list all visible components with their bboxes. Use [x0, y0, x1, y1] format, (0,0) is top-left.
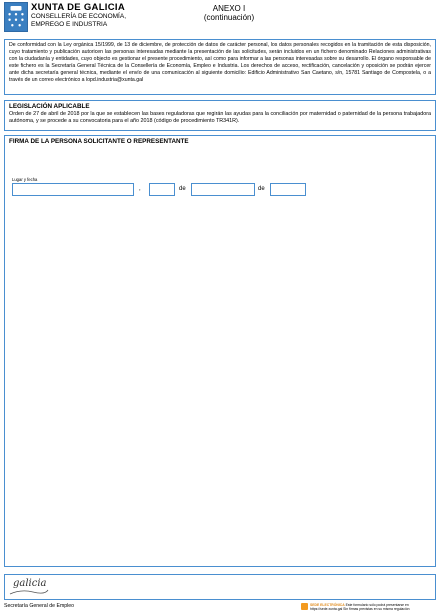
footer-logo-box — [4, 574, 436, 600]
footer-note — [310, 603, 410, 611]
department-line-2: EMPREGO E INDUSTRIA — [31, 21, 108, 28]
page-header — [4, 2, 436, 38]
legislation-section — [4, 100, 436, 131]
place-input[interactable] — [12, 183, 134, 196]
de-separator-1: de — [179, 186, 186, 192]
privacy-notice-section — [4, 39, 436, 95]
galicia-swoosh-icon — [9, 588, 49, 596]
privacy-notice-text: De conformidad con la Ley orgánica 15/1999, de 13 de diciembre, de protección de datos de carácter personal, los datos personales recogidos en la tramitación de esta disposición, cuyo tratamiento y publicación autoricen las personas interesadas mediante la presentación de las solicitudes, serán incluidos en un fichero denominado Relaciones administrativas con la ciudadanía y entidades, cuyo objecto es gestionar el presente procedimiento, así como para informar a las personas interesadas sobre su desarrollo. El órgano responsable de este fichero es la Secretaría General Técnica de la Consellería de Economía, Empleo e Industria. Los derechos de acceso, rectificación, cancelación y oposición se podrán ejercer ante dicha secretaría general técnica, mediante el envío de una comunicación al siguiente domicilio: Edificio Administrativo San Caetano, s/n, 15781 Santiago de Compostela, o a través de un correo electrónico a lopd.industria@xunta.gal — [9, 42, 431, 84]
day-input[interactable] — [149, 183, 175, 196]
annex-heading — [194, 4, 264, 22]
signature-title: FIRMA DE LA PERSONA SOLICITANTE O REPRESENTANTE — [9, 138, 189, 145]
footer-note-line2: https://sede.xunta.gal Sin firmas previstas en su misma regulación — [310, 607, 410, 612]
month-input[interactable] — [191, 183, 255, 196]
footer-note-line1: Este formulario sólo podrá presentarse en — [345, 603, 409, 607]
comma-separator: , — [139, 186, 141, 192]
xunta-logo-icon — [4, 2, 28, 32]
sede-electronica-icon — [301, 603, 308, 610]
footer-department: Secretaría General de Empleo — [4, 603, 75, 609]
org-name: XUNTA DE GALICIA — [31, 2, 125, 13]
year-input[interactable] — [270, 183, 306, 196]
annex-title: ANEXO I — [212, 4, 246, 13]
galicia-logo: galicia — [13, 578, 47, 589]
place-date-label: Lugar y fecha — [12, 177, 38, 182]
de-separator-2: de — [258, 186, 265, 192]
legislation-title: LEGISLACIÓN APLICABLE — [9, 103, 90, 110]
annex-subtitle: (continuación) — [203, 13, 255, 22]
sede-label: SEDE ELECTRÓNICA — [310, 603, 345, 607]
department-line-1: CONSELLERÍA DE ECONOMÍA, — [31, 13, 126, 20]
legislation-text: Orden de 27 de abril de 2018 por la que se establecen las bases reguladoras que regirán las ayudas para la conciliación por maternidad o paternidad de la persona trabajadora autónoma, y se procede a su convocatoria para el año 2018 (código de procedimiento TR341R). — [9, 111, 431, 125]
organization-block — [31, 2, 126, 29]
footer-note-block — [301, 603, 437, 611]
signature-section — [4, 135, 436, 567]
